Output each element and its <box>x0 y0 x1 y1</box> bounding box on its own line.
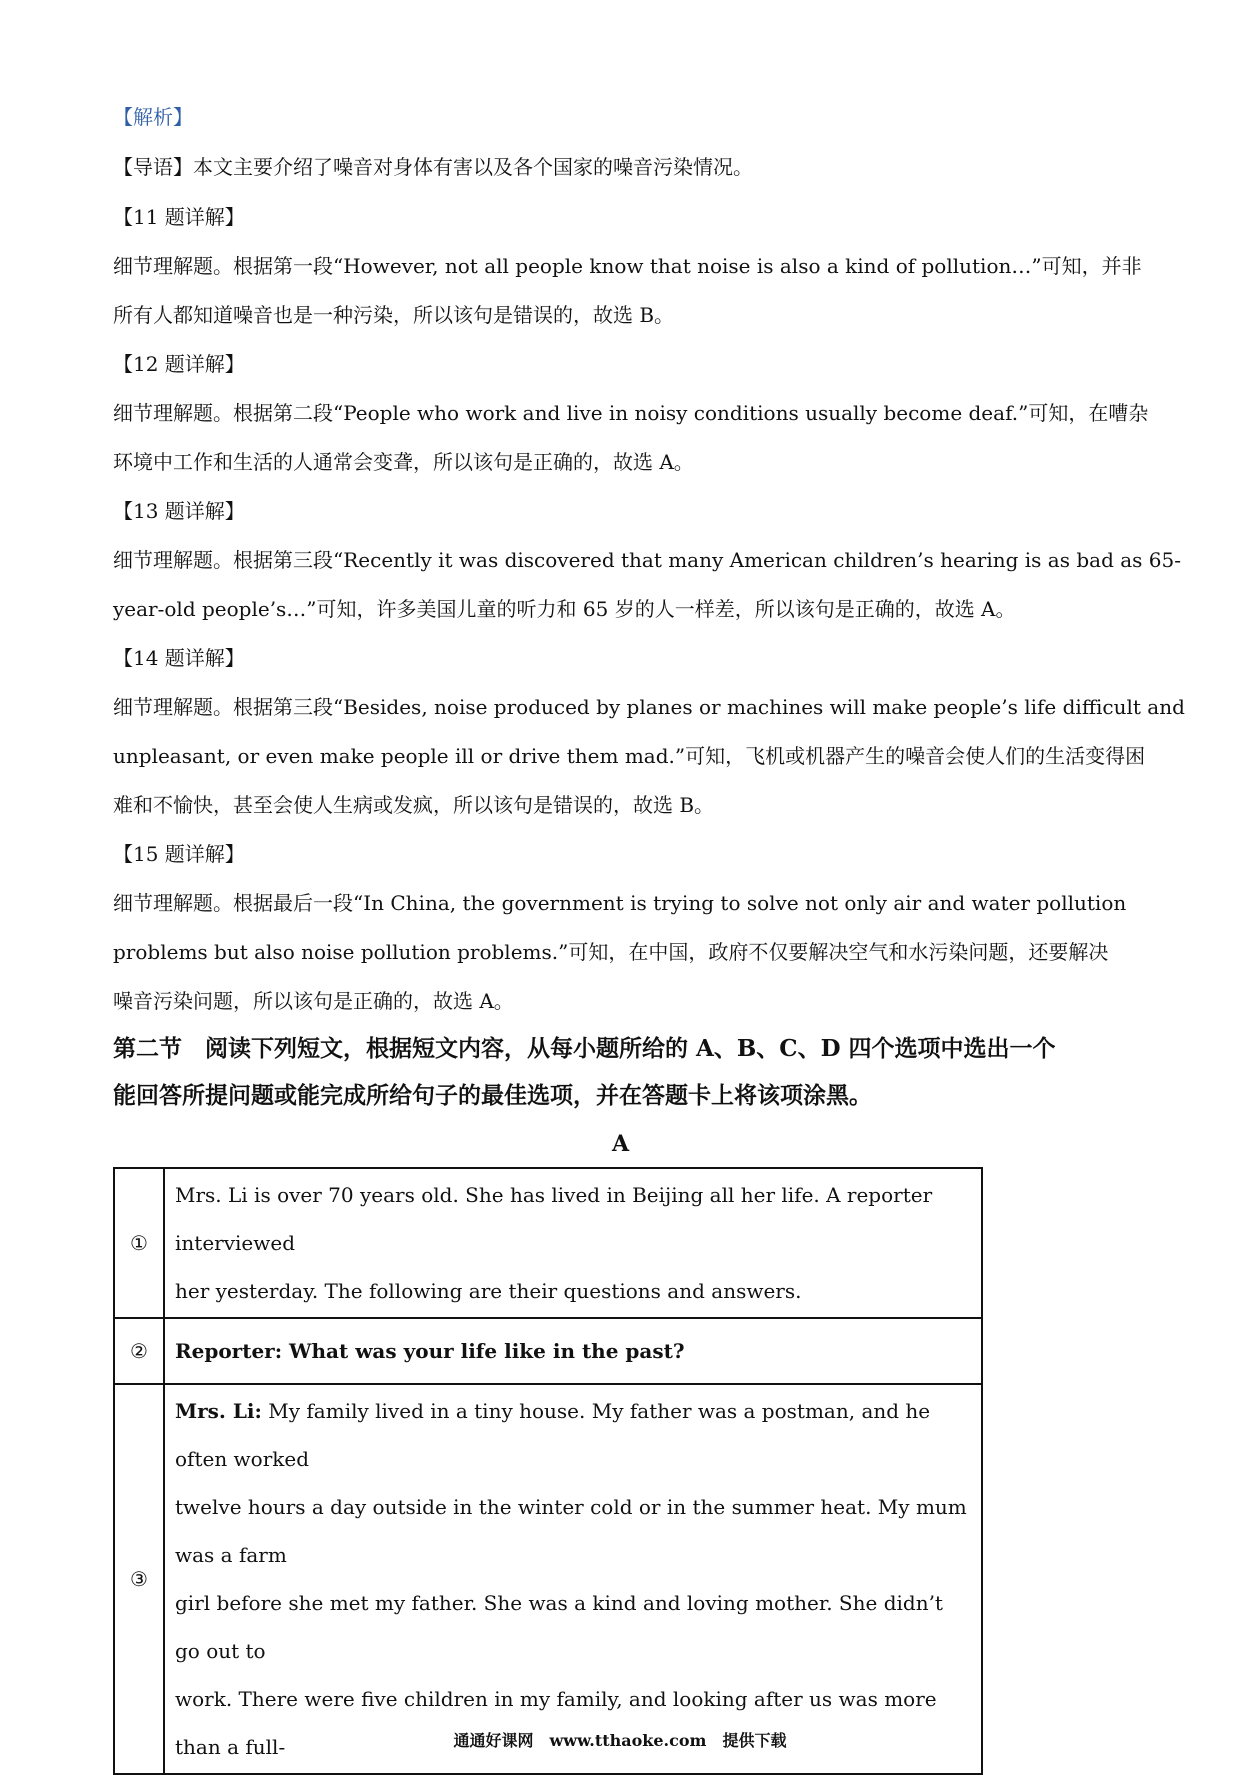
intro-text: 【导语】本文主要介绍了噪音对身体有害以及各个国家的噪音污染情况。 <box>113 155 753 179</box>
paragraph-line <box>175 1387 971 1483</box>
q12-line: 环境中工作和生活的人通常会变聋，所以该句是正确的，故选 A。 <box>113 450 694 474</box>
paragraph-line: girl before she met my father. She was a kind and loving mother. She didn’t go out to <box>175 1591 943 1663</box>
paragraph-line-text: My family lived in a tiny house. My father was a postman, and he often worked <box>175 1399 931 1471</box>
paragraph-text <box>164 1384 982 1774</box>
q15-line: 噪音污染问题，所以该句是正确的，故选 A。 <box>113 989 514 1013</box>
q15-line: 细节理解题。根据最后一段“In China, the government is trying to solve not only air and water pollution <box>113 891 1127 915</box>
q13-line: year-old people’s…”可知，许多美国儿童的听力和 65 岁的人一样差，所以该句是正确的，故选 A。 <box>113 597 1016 621</box>
footer-text: 通通好课网 www.tthaoke.com 提供下载 <box>453 1731 787 1750</box>
passage-label: A <box>612 1131 630 1157</box>
paragraph-line: twelve hours a day outside in the winter cold or in the summer heat. My mum was a farm <box>175 1495 967 1567</box>
q14-line: 难和不愉快，甚至会使人生病或发疯，所以该句是错误的，故选 B。 <box>113 793 715 817</box>
paragraph-text: Reporter: What was your life like in the past? <box>164 1318 982 1384</box>
speaker-label: Mrs. Li: <box>175 1399 262 1423</box>
paragraph-line: Mrs. Li is over 70 years old. She has lived in Beijing all her life. A reporter interviewed <box>175 1183 933 1255</box>
paragraph-line: work. There were five children in my family, and looking after us was more than a full- <box>175 1687 937 1759</box>
paragraph-number: ① <box>114 1168 164 1318</box>
paragraph-line: her yesterday. The following are their questions and answers. <box>175 1279 802 1303</box>
q15-line: problems but also noise pollution problems.”可知，在中国，政府不仅要解决空气和水污染问题，还要解决 <box>113 940 1109 964</box>
table-row <box>114 1384 982 1774</box>
paragraph-number: ② <box>114 1318 164 1384</box>
q12-line: 细节理解题。根据第二段“People who work and live in noisy conditions usually become deaf.”可知，在嘈杂 <box>113 401 1149 425</box>
q14-title: 【14 题详解】 <box>113 646 245 670</box>
paragraph-text <box>164 1168 982 1318</box>
section-heading: 第二节 阅读下列短文，根据短文内容，从每小题所给的 A、B、C、D 四个选项中选出一个 <box>113 1035 1056 1062</box>
q13-title: 【13 题详解】 <box>113 499 245 523</box>
q13-line: 细节理解题。根据第三段“Recently it was discovered that many American children’s hearing is as bad as 65- <box>113 548 1181 572</box>
dialog-table <box>113 1167 983 1775</box>
q11-line: 所有人都知道噪音也是一种污染，所以该句是错误的，故选 B。 <box>113 303 675 327</box>
q15-title: 【15 题详解】 <box>113 842 245 866</box>
q14-line: 细节理解题。根据第三段“Besides, noise produced by planes or machines will make people’s life difficult and <box>113 695 1185 719</box>
q14-line: unpleasant, or even make people ill or drive them mad.”可知，飞机或机器产生的噪音会使人们的生活变得困 <box>113 744 1146 768</box>
q11-line: 细节理解题。根据第一段“However, not all people know that noise is also a kind of pollution…”可知，并非 <box>113 254 1142 278</box>
table-row <box>114 1318 982 1384</box>
analysis-label: 【解析】 <box>113 105 193 129</box>
section-heading: 能回答所提问题或能完成所给句子的最佳选项，并在答题卡上将该项涂黑。 <box>113 1082 872 1109</box>
table-row <box>114 1168 982 1318</box>
q12-title: 【12 题详解】 <box>113 352 245 376</box>
q11-title: 【11 题详解】 <box>113 205 245 229</box>
paragraph-number: ③ <box>114 1384 164 1774</box>
